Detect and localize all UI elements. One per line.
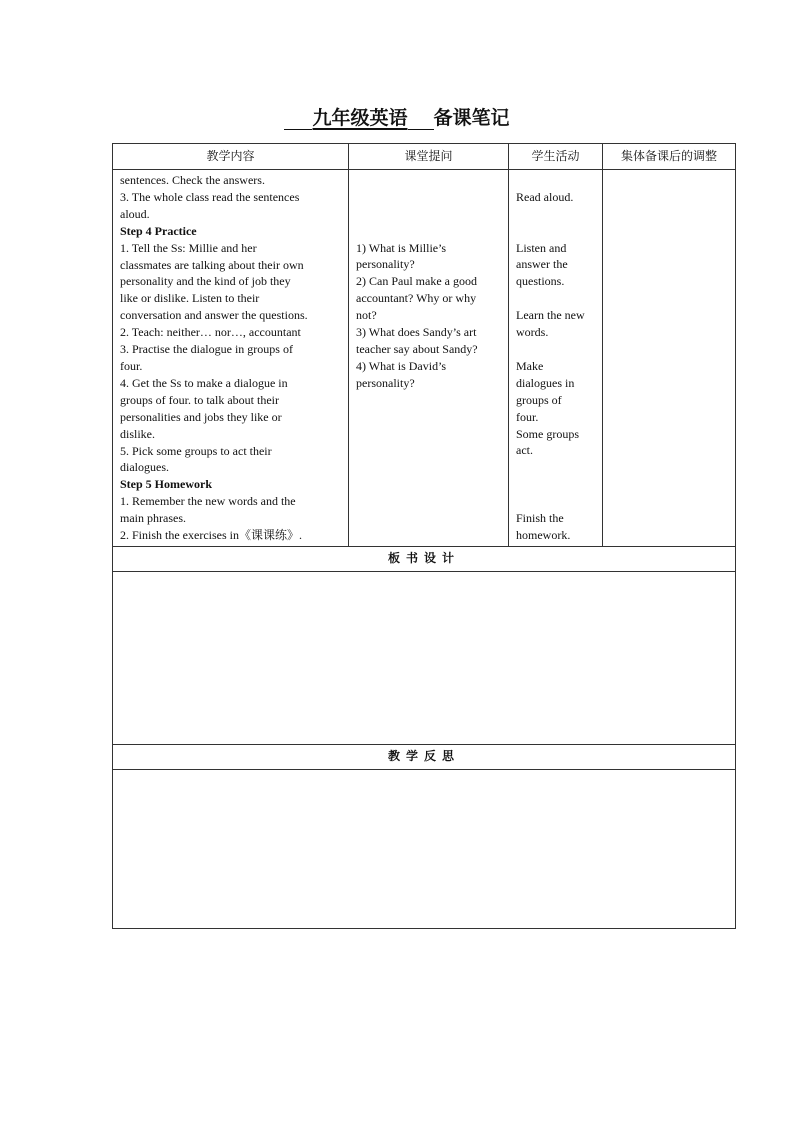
board-design-area <box>113 571 736 744</box>
column-header-activities: 学生活动 <box>509 144 603 170</box>
content-line: Step 4 Practice <box>120 223 197 238</box>
question-line <box>356 189 501 206</box>
reflection-label: 教学反思 <box>113 744 736 769</box>
activity-line: Make <box>516 358 544 373</box>
activity-line: groups of <box>516 392 562 407</box>
question-line: personality? <box>356 257 415 272</box>
content-line: main phrases. <box>120 511 186 526</box>
activity-line: words. <box>516 325 549 340</box>
content-line: 3. Practise the dialogue in groups of <box>120 342 293 357</box>
student-activities-lines <box>509 170 602 546</box>
content-line: dislike. <box>120 426 155 441</box>
activity-line: Some groups <box>516 426 579 441</box>
content-line: classmates are talking about their own <box>120 257 304 272</box>
activity-line: answer the <box>516 257 568 272</box>
activity-line <box>516 290 595 307</box>
reflection-area <box>113 769 736 928</box>
activity-line <box>516 459 595 476</box>
teaching-content-cell <box>113 170 349 547</box>
reflection-header-row <box>113 744 736 769</box>
board-design-area-row <box>113 571 736 744</box>
title-underline-left <box>284 109 312 130</box>
content-line: conversation and answer the questions. <box>120 308 308 323</box>
activity-line <box>516 493 595 510</box>
activity-line: dialogues in <box>516 375 575 390</box>
student-activities-cell <box>509 170 603 547</box>
content-line: aloud. <box>120 206 150 221</box>
content-line: 2. Finish the exercises in《课课练》. <box>120 528 302 543</box>
activity-line: four. <box>516 409 539 424</box>
column-header-content: 教学内容 <box>113 144 349 170</box>
content-line: four. <box>120 358 143 373</box>
question-line: teacher say about Sandy? <box>356 342 478 356</box>
title-underline-right <box>408 109 434 130</box>
activity-line <box>516 476 595 493</box>
board-design-label: 板书设计 <box>113 546 736 571</box>
activity-line <box>516 223 595 240</box>
question-line: 1) What is Millie’s <box>356 240 447 255</box>
question-line: 4) What is David’s <box>356 358 447 373</box>
class-questions-cell <box>349 170 509 547</box>
activity-line: Learn the new <box>516 308 585 323</box>
activity-line: Read aloud. <box>516 189 574 204</box>
question-line <box>356 172 501 189</box>
reflection-area-row <box>113 769 736 928</box>
table-header-row <box>113 144 736 170</box>
content-line: 4. Get the Ss to make a dialogue in <box>120 375 288 390</box>
activity-line: homework. <box>516 527 571 542</box>
column-header-adjustments: 集体备课后的调整 <box>603 144 736 170</box>
table-body-row <box>113 170 736 547</box>
adjustments-cell <box>603 170 736 547</box>
lesson-plan-table <box>112 143 736 929</box>
content-line: personality and the kind of job they <box>120 274 291 289</box>
question-line <box>356 223 501 240</box>
content-line: groups of four. to talk about their <box>120 392 279 407</box>
content-line: 3. The whole class read the sentences <box>120 189 300 204</box>
content-line: Step 5 Homework <box>120 477 212 492</box>
activity-line: Finish the <box>516 511 564 525</box>
teaching-content-lines <box>113 170 348 546</box>
content-line: 1. Tell the Ss: Millie and her <box>120 240 257 255</box>
question-line: accountant? Why or why <box>356 291 477 306</box>
content-line: 5. Pick some groups to act their <box>120 443 272 458</box>
page-title <box>0 103 794 130</box>
question-line <box>356 206 501 223</box>
content-line: dialogues. <box>120 460 169 475</box>
title-notes-label: 备课笔记 <box>433 107 510 129</box>
content-line: personalities and jobs they like or <box>120 409 282 424</box>
question-line: personality? <box>356 375 415 390</box>
question-line: not? <box>356 308 377 323</box>
activity-line: act. <box>516 443 533 458</box>
content-line: 2. Teach: neither… nor…, accountant <box>120 325 301 340</box>
content-line: like or dislike. Listen to their <box>120 291 260 306</box>
question-line: 2) Can Paul make a good <box>356 274 477 289</box>
activity-line: Listen and <box>516 240 567 255</box>
activity-line <box>516 172 595 189</box>
content-line: sentences. Check the answers. <box>120 173 265 187</box>
column-header-questions: 课堂提问 <box>349 144 509 170</box>
class-questions-lines <box>349 170 508 394</box>
activity-line <box>516 206 595 223</box>
board-design-header-row <box>113 546 736 571</box>
activity-line <box>516 341 595 358</box>
activity-line: questions. <box>516 274 565 289</box>
content-line: 1. Remember the new words and the <box>120 494 296 509</box>
question-line: 3) What does Sandy’s art <box>356 325 477 340</box>
title-subject: 九年级英语 <box>312 107 408 129</box>
